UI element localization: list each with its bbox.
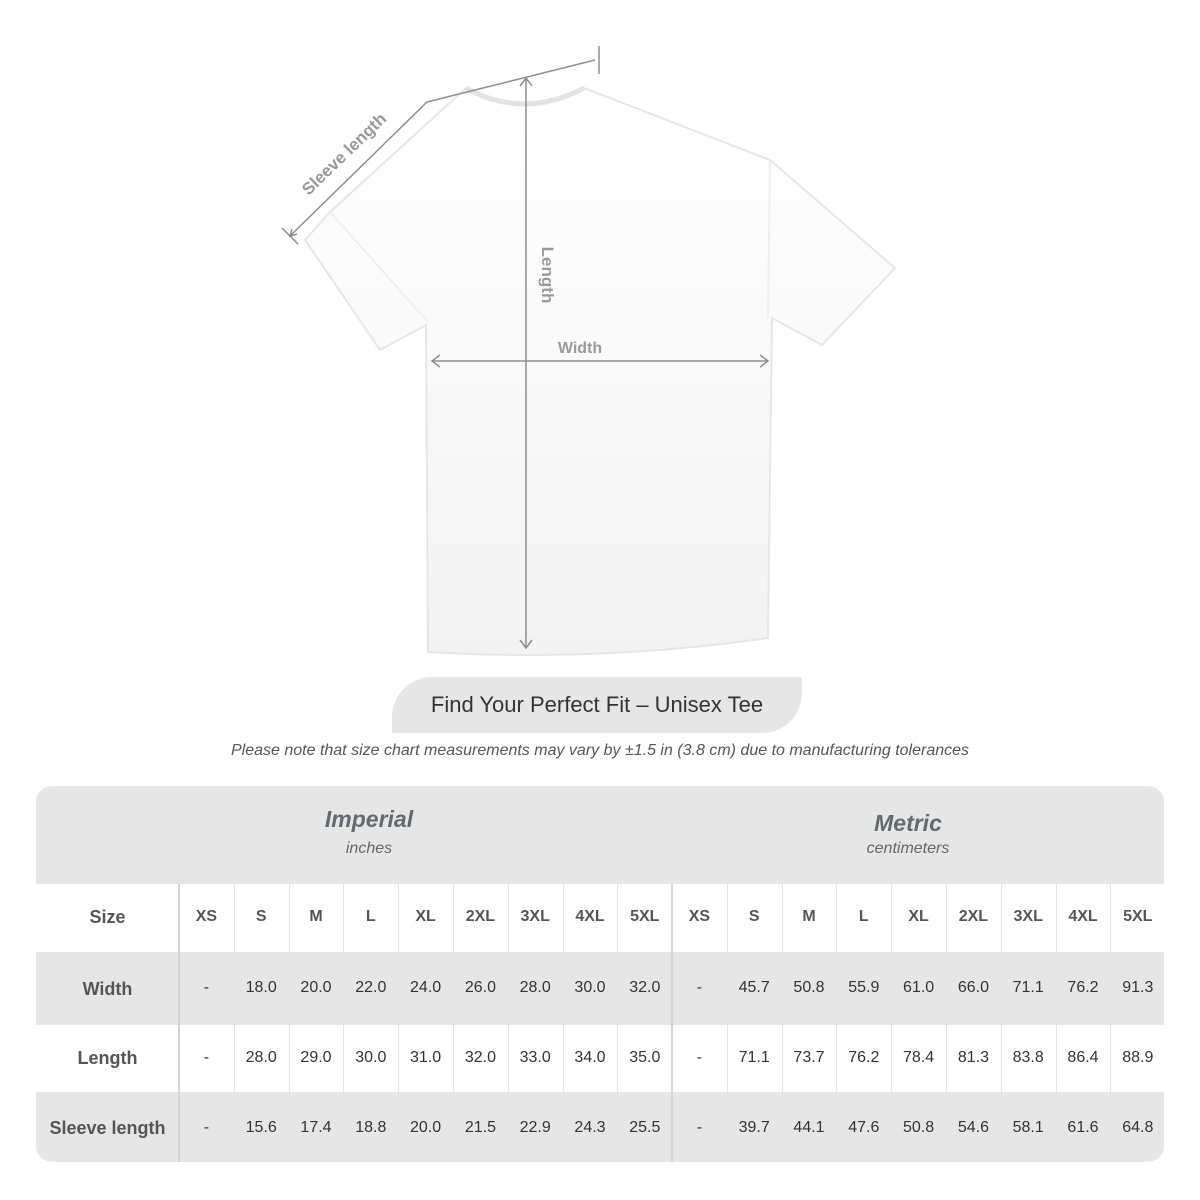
cell-imperial: 17.4 <box>300 1119 332 1136</box>
size-col-metric-3XL: 3XL <box>1013 908 1043 925</box>
cell-metric: - <box>696 1119 703 1136</box>
cell-imperial: 31.0 <box>410 1049 442 1066</box>
cell-imperial: 21.5 <box>464 1119 496 1136</box>
cell-imperial: 32.0 <box>464 1049 496 1066</box>
metric-unit: centimeters <box>866 840 950 857</box>
column-divider <box>508 884 509 1162</box>
cell-metric: 47.6 <box>848 1119 880 1136</box>
size-col-metric-L: L <box>858 908 869 925</box>
cell-metric: 66.0 <box>957 979 989 996</box>
size-col-metric-XL: XL <box>908 908 929 925</box>
cell-imperial: 34.0 <box>574 1049 606 1066</box>
cell-metric: 50.8 <box>903 1119 935 1136</box>
column-divider <box>1001 884 1002 1162</box>
cell-metric: 39.7 <box>738 1119 770 1136</box>
size-col-imperial-3XL: 3XL <box>520 908 550 925</box>
size-col-metric-5XL: 5XL <box>1123 908 1153 925</box>
cell-imperial: 15.6 <box>245 1119 277 1136</box>
cell-imperial: 22.9 <box>519 1119 551 1136</box>
tshirt-shape <box>305 88 895 655</box>
column-divider <box>178 884 180 1162</box>
cell-imperial: - <box>203 1119 210 1136</box>
column-divider <box>453 884 454 1162</box>
cell-metric: - <box>696 1049 703 1066</box>
size-col-imperial-5XL: 5XL <box>630 908 660 925</box>
column-divider <box>727 884 728 1162</box>
size-col-imperial-S: S <box>255 908 267 925</box>
cell-metric: 86.4 <box>1067 1049 1099 1066</box>
size-col-imperial-L: L <box>365 908 376 925</box>
cell-metric: 61.0 <box>903 979 935 996</box>
cell-metric: 78.4 <box>903 1049 935 1066</box>
column-divider <box>617 884 618 1162</box>
size-col-metric-2XL: 2XL <box>958 908 989 925</box>
cell-metric: 54.6 <box>957 1119 989 1136</box>
column-divider <box>836 884 837 1162</box>
column-divider <box>343 884 344 1162</box>
column-divider <box>289 884 290 1162</box>
size-col-metric-M: M <box>802 908 816 925</box>
cell-imperial: - <box>203 979 210 996</box>
cell-imperial: - <box>203 1049 210 1066</box>
cell-metric: 91.3 <box>1122 979 1154 996</box>
row-label-sleeve-length: Sleeve length <box>49 1118 166 1138</box>
column-divider <box>1056 884 1057 1162</box>
cell-metric: 76.2 <box>1067 979 1099 996</box>
cell-metric: - <box>696 979 703 996</box>
cell-imperial: 33.0 <box>519 1049 551 1066</box>
tolerance-note: Please note that size chart measurements may vary by ±1.5 in (3.8 cm) due to manufacturing tolerances <box>230 742 970 759</box>
cell-imperial: 20.0 <box>410 1119 442 1136</box>
size-col-imperial-XS: XS <box>195 908 218 925</box>
column-divider <box>782 884 783 1162</box>
cell-metric: 88.9 <box>1122 1049 1154 1066</box>
cell-metric: 55.9 <box>848 979 880 996</box>
column-divider <box>891 884 892 1162</box>
size-col-metric-4XL: 4XL <box>1068 908 1098 925</box>
cell-metric: 71.1 <box>1012 979 1044 996</box>
size-col-imperial-XL: XL <box>415 908 436 925</box>
cell-metric: 45.7 <box>738 979 770 996</box>
cell-imperial: 28.0 <box>519 979 551 996</box>
cell-imperial: 22.0 <box>355 979 387 996</box>
size-header: Size <box>89 907 126 927</box>
column-divider <box>398 884 399 1162</box>
cell-imperial: 20.0 <box>300 979 332 996</box>
cell-metric: 81.3 <box>957 1049 989 1066</box>
cell-imperial: 30.0 <box>574 979 606 996</box>
imperial-title: Imperial <box>324 806 414 832</box>
size-chart-table <box>36 786 1164 1162</box>
cell-metric: 58.1 <box>1012 1119 1044 1136</box>
size-col-metric-XS: XS <box>688 908 711 925</box>
cell-imperial: 29.0 <box>300 1049 332 1066</box>
length-label: Length <box>538 246 557 304</box>
size-col-imperial-2XL: 2XL <box>465 908 496 925</box>
cell-metric: 50.8 <box>793 979 825 996</box>
sleeve-length-label: Sleeve length <box>298 109 391 199</box>
cell-imperial: 18.8 <box>355 1119 387 1136</box>
cell-metric: 64.8 <box>1122 1119 1154 1136</box>
cell-imperial: 35.0 <box>629 1049 661 1066</box>
cell-metric: 76.2 <box>848 1049 880 1066</box>
width-label: Width <box>557 340 603 357</box>
cell-imperial: 26.0 <box>464 979 496 996</box>
cell-imperial: 28.0 <box>245 1049 277 1066</box>
size-col-imperial-M: M <box>309 908 323 925</box>
column-divider <box>946 884 947 1162</box>
metric-title: Metric <box>874 810 942 836</box>
cell-metric: 73.7 <box>793 1049 825 1066</box>
imperial-unit: inches <box>345 840 393 857</box>
size-col-imperial-4XL: 4XL <box>575 908 605 925</box>
column-divider <box>671 884 673 1162</box>
cell-metric: 83.8 <box>1012 1049 1044 1066</box>
column-divider <box>234 884 235 1162</box>
cell-imperial: 30.0 <box>355 1049 387 1066</box>
cell-imperial: 24.3 <box>574 1119 606 1136</box>
cell-metric: 44.1 <box>793 1119 825 1136</box>
column-divider <box>1110 884 1111 1162</box>
cell-metric: 71.1 <box>738 1049 770 1066</box>
size-col-metric-S: S <box>748 908 760 925</box>
row-label-width: Width <box>82 979 133 999</box>
cell-imperial: 25.5 <box>629 1119 661 1136</box>
cell-imperial: 32.0 <box>629 979 661 996</box>
cell-imperial: 24.0 <box>410 979 442 996</box>
cell-metric: 61.6 <box>1067 1119 1099 1136</box>
page-title: Find Your Perfect Fit – Unisex Tee <box>430 692 764 717</box>
row-label-length: Length <box>77 1048 138 1068</box>
column-divider <box>563 884 564 1162</box>
cell-imperial: 18.0 <box>245 979 277 996</box>
